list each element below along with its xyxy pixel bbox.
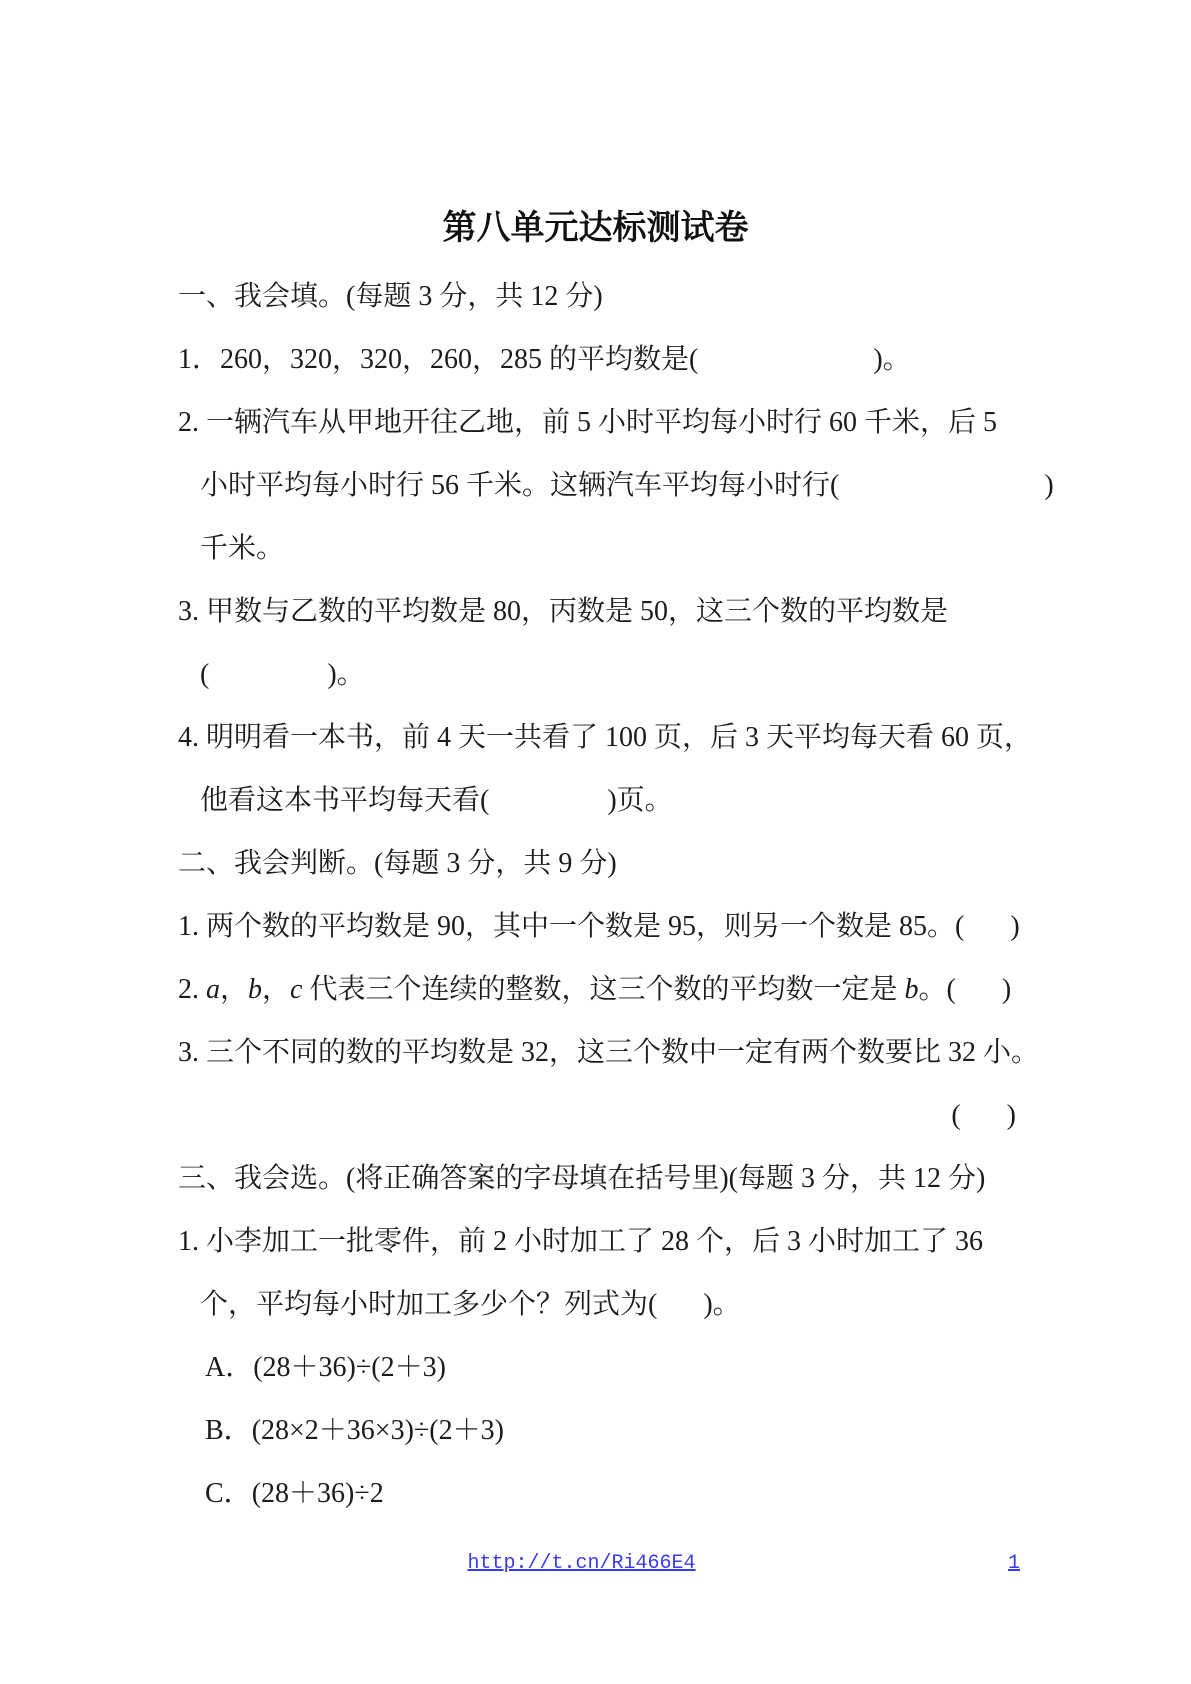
question-text: ) [1006, 1100, 1016, 1131]
question-fill-2-line3: 千米。 [200, 533, 285, 564]
variable-b: b [904, 974, 919, 1005]
answer-blank [209, 682, 327, 683]
section-heading-choice: 三、我会选。(将正确答案的字母填在括号里)(每题 3 分，共 12 分) [178, 1163, 986, 1194]
question-text: ( [200, 659, 210, 690]
question-fill-4-line2 [178, 769, 1026, 832]
answer-blank [961, 1123, 1007, 1124]
question-fill-1 [178, 328, 1026, 391]
answer-blank [489, 808, 607, 809]
question-text: ， [262, 974, 291, 1005]
option-expression: (28×2＋36×3)÷(2＋3) [251, 1415, 504, 1446]
option-label: B． [205, 1415, 252, 1446]
question-text: ) [1010, 911, 1020, 942]
answer-blank [839, 493, 1044, 494]
question-text: )页。 [607, 785, 673, 816]
answer-blank [657, 1312, 703, 1313]
question-text: ) [1044, 470, 1054, 501]
question-text: 小时平均每小时行 56 千米。这辆汽车平均每小时行( [200, 470, 840, 501]
question-choice-1-line1: 1. 小李加工一批零件，前 2 小时加工了 28 个，后 3 小时加工了 36 [178, 1226, 984, 1257]
question-text: ( [951, 1100, 961, 1131]
question-text: 1．260，320，320，260，285 的平均数是( [178, 344, 699, 375]
question-text: 他看这本书平均每天看( [200, 785, 490, 816]
section-heading-judge: 二、我会判断。(每题 3 分，共 9 分) [178, 848, 617, 879]
choice-option-c [178, 1462, 1026, 1525]
paper-body [178, 265, 1054, 1525]
answer-blank [698, 367, 873, 368]
question-text: 2. [178, 974, 206, 1005]
question-judge-2 [178, 958, 1026, 1021]
variable-b: b [248, 974, 263, 1005]
question-fill-3-line2 [178, 643, 1026, 706]
option-expression: (28＋36)÷2 [251, 1478, 384, 1509]
section-heading-fill: 一、我会填。(每题 3 分，共 12 分) [178, 281, 603, 312]
variable-c: c [290, 974, 303, 1005]
question-text: ) [1001, 974, 1012, 1005]
page-footer [0, 1552, 1191, 1582]
footer-link[interactable]: http://t.cn/Ri466E4 [467, 1552, 696, 1575]
page-title: 第八单元达标测试卷 [442, 208, 749, 248]
option-expression: (28＋36)÷(2＋3) [253, 1352, 446, 1383]
question-text: ， [220, 974, 249, 1005]
question-fill-2-line1: 2. 一辆汽车从甲地开往乙地，前 5 小时平均每小时行 60 千米，后 5 [178, 407, 998, 438]
question-judge-3-line2 [178, 1084, 1026, 1147]
question-text: 。( [918, 974, 956, 1005]
question-text: 个，平均每小时加工多少个？列式为( [200, 1289, 658, 1320]
question-text: 代表三个连续的整数，这三个数的平均数一定是 [302, 974, 905, 1005]
variable-a: a [206, 974, 220, 1005]
question-fill-4-line1: 4. 明明看一本书，前 4 天一共看了 100 页，后 3 天平均每天看 60 页， [178, 722, 1033, 753]
question-text: )。 [873, 344, 911, 375]
question-choice-1-line2 [178, 1273, 1026, 1336]
option-label: A． [205, 1352, 254, 1383]
choice-option-b [178, 1399, 1026, 1462]
question-fill-2-line2 [178, 454, 1054, 517]
page-number: 1 [1008, 1552, 1021, 1575]
question-judge-3-line1: 3. 三个不同的数的平均数是 32，这三个数中一定有两个数要比 32 小。 [178, 1037, 1040, 1068]
answer-blank [956, 997, 1002, 998]
question-fill-3-line1: 3. 甲数与乙数的平均数是 80，丙数是 50，这三个数的平均数是 [178, 596, 949, 627]
question-judge-1 [178, 895, 1026, 958]
question-text: )。 [327, 659, 365, 690]
question-text: )。 [703, 1289, 741, 1320]
choice-option-a [178, 1336, 1026, 1399]
answer-blank [964, 934, 1010, 935]
option-label: C． [205, 1478, 252, 1509]
question-text: 1. 两个数的平均数是 90，其中一个数是 95，则另一个数是 85。( [178, 911, 965, 942]
